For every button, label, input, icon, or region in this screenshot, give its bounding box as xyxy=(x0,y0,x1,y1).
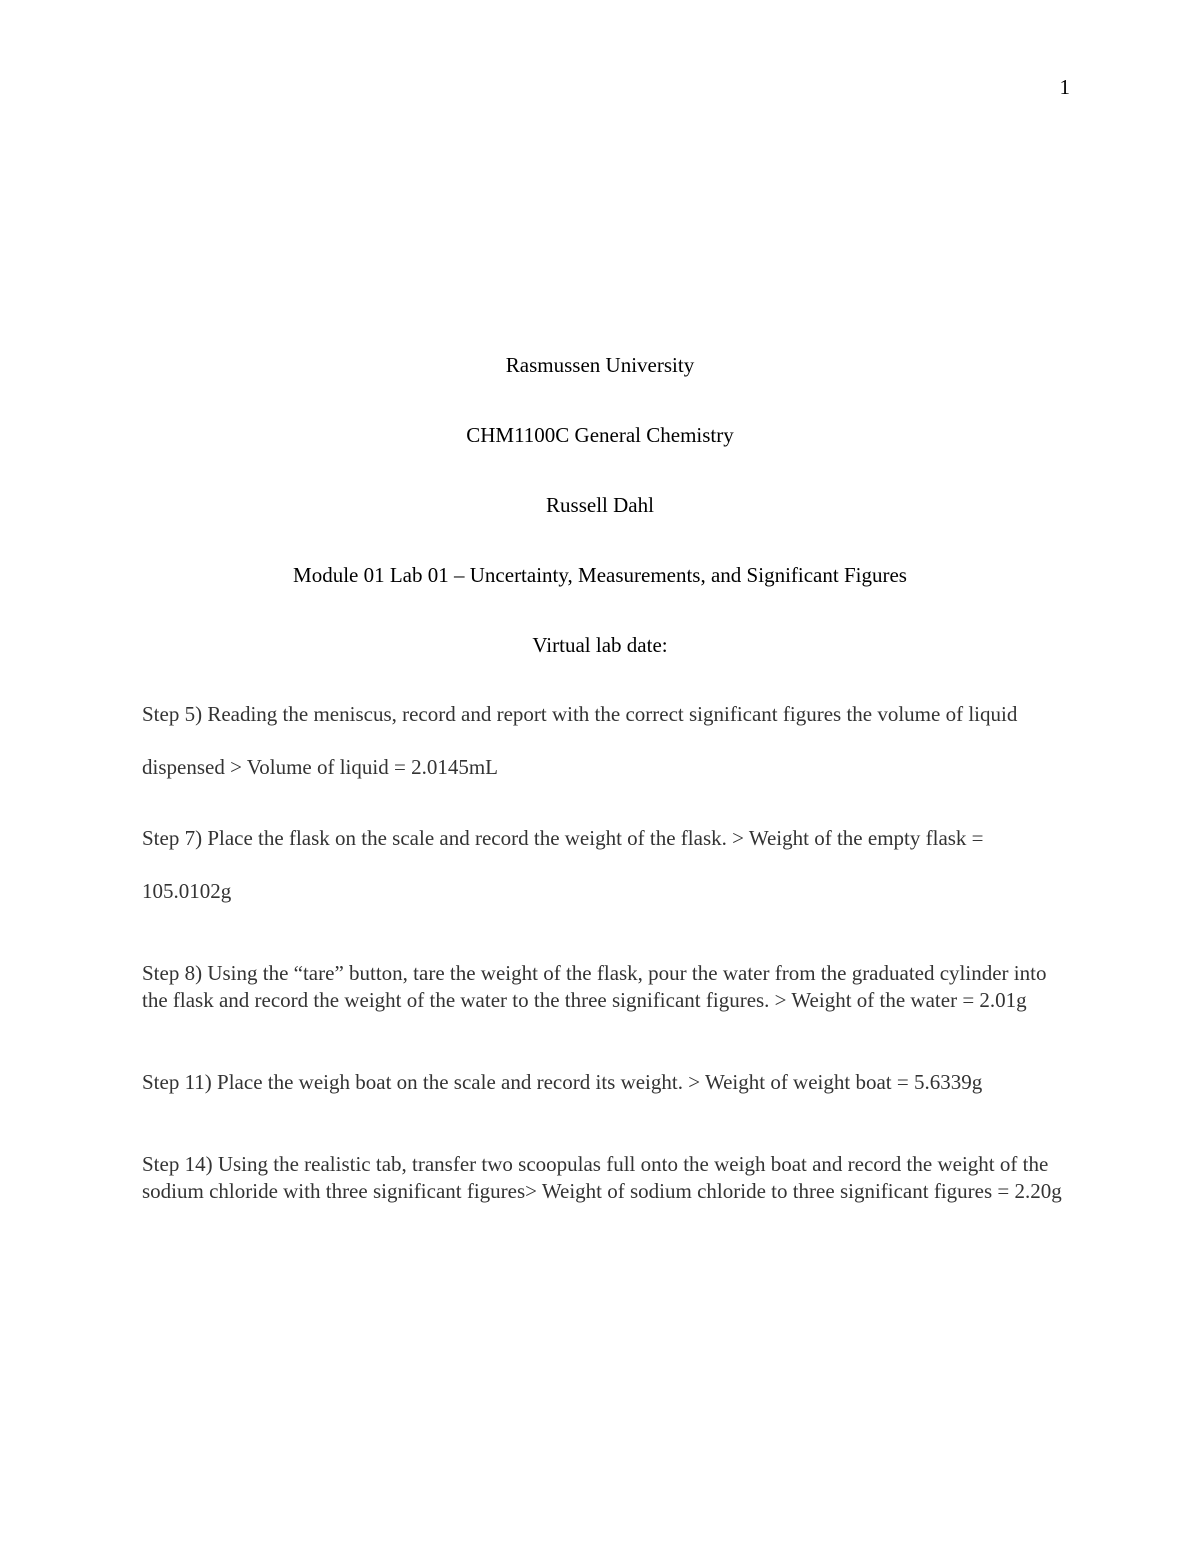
assignment-title: Module 01 Lab 01 – Uncertainty, Measurements, and Significant Figures xyxy=(293,563,907,587)
step-5-paragraph: Step 5) Reading the meniscus, record and report with the correct significant figures the volume of liquid dispensed > Volume of liquid = 2.0145mL xyxy=(142,702,1018,779)
page-number: 1 xyxy=(1059,75,1070,99)
step-8-paragraph: Step 8) Using the “tare” button, tare the weight of the flask, pour the water from the graduated cylinder into the flask and record the weight of the water to the three significant figures. > Weight of the water = 2.01g xyxy=(142,961,1047,1012)
step-11-paragraph: Step 11) Place the weigh boat on the scale and record its weight. > Weight of weight boat = 5.6339g xyxy=(142,1070,983,1094)
lab-date-label: Virtual lab date: xyxy=(532,633,668,657)
course-name: CHM1100C General Chemistry xyxy=(466,423,734,447)
step-7-paragraph: Step 7) Place the flask on the scale and record the weight of the flask. > Weight of the empty flask = 105.0102g xyxy=(142,826,984,903)
institution-name: Rasmussen University xyxy=(505,353,695,377)
step-14-paragraph: Step 14) Using the realistic tab, transfer two scoopulas full onto the weigh boat and record the weight of the sodium chloride with three significant figures> Weight of sodium chloride to three significant figures = 2.20g xyxy=(142,1152,1062,1203)
author-name: Russell Dahl xyxy=(546,493,654,517)
